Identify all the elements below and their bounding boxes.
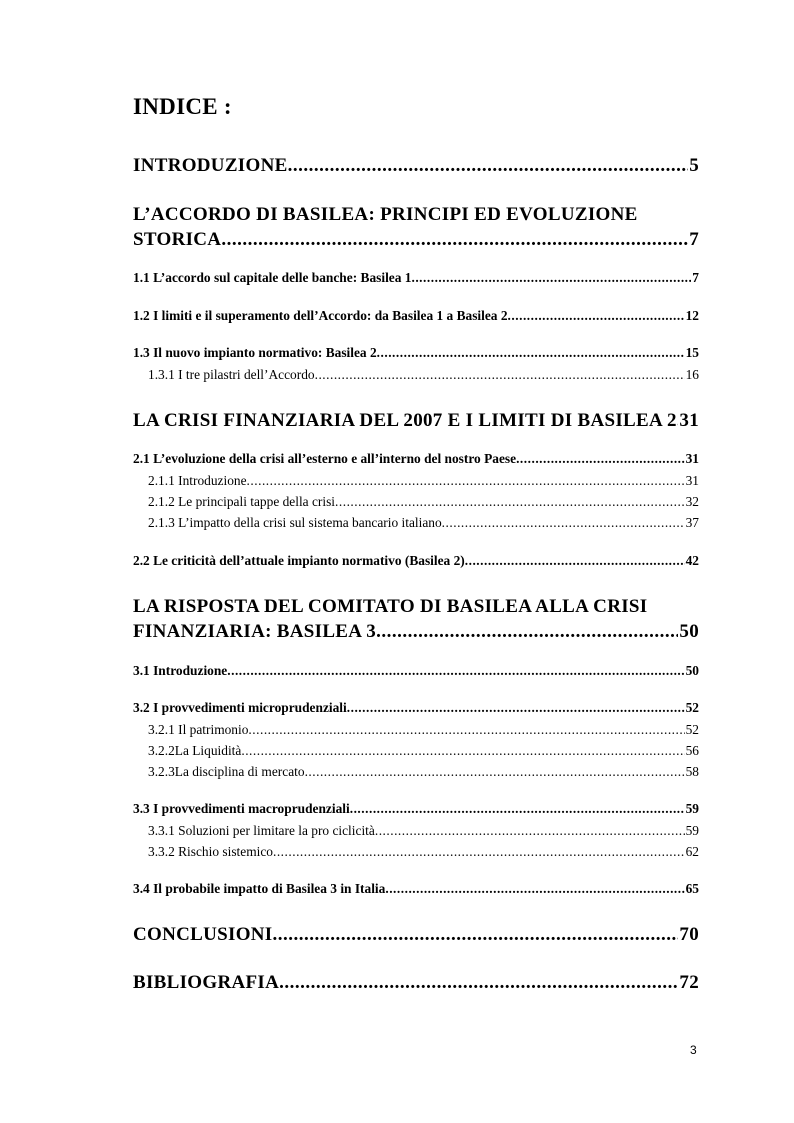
toc-entry-page: 56	[685, 743, 699, 758]
toc-entry-title: INTRODUZIONE	[133, 155, 288, 176]
toc-entry-3-2-1[interactable]	[133, 722, 699, 738]
toc-entry-page: 70	[679, 924, 699, 945]
toc-entry-2-1-3[interactable]	[133, 515, 699, 531]
dot-leader	[305, 764, 685, 780]
toc-entry-2-1-2[interactable]	[133, 494, 699, 510]
dot-leader	[273, 924, 679, 946]
toc-title: INDICE :	[133, 94, 232, 119]
dot-leader	[315, 367, 685, 383]
dot-leader	[288, 155, 689, 177]
toc-entry-3-3-1[interactable]	[133, 823, 699, 839]
dot-leader	[247, 473, 685, 489]
toc-entry-page: 31	[685, 451, 699, 466]
toc-entry-1-3-1[interactable]	[133, 367, 699, 383]
toc-entry-title: 1.3.1 I tre pilastri dell’Accordo	[148, 367, 315, 382]
toc-entry-title: 1.2 I limiti e il superamento dell’Accordo: da Basilea 1 a Basilea 2	[133, 308, 508, 323]
dot-leader	[350, 801, 685, 817]
toc-entry-title: 3.1 Introduzione	[133, 663, 228, 678]
toc-entry-title: BIBLIOGRAFIA	[133, 972, 280, 993]
toc-entry-title: 3.2 I provvedimenti microprudenziali	[133, 700, 347, 715]
dot-leader	[241, 743, 684, 759]
toc-entry-title: 2.1.3 L’impatto della crisi sul sistema bancario italiano	[148, 515, 442, 530]
toc-entry-title: LA RISPOSTA DEL COMITATO DI BASILEA ALLA CRISI	[133, 596, 648, 617]
toc-entry-2-1[interactable]	[133, 451, 699, 467]
toc-entry-chapter-3[interactable]	[133, 596, 699, 643]
toc-entry-page: 37	[685, 515, 699, 530]
dot-leader	[465, 553, 685, 569]
table-of-contents	[133, 0, 699, 1123]
toc-entry-title: 1.1 L’accordo sul capitale delle banche: Basilea 1	[133, 270, 412, 285]
toc-entry-3-4[interactable]	[133, 881, 699, 897]
toc-entry-1-3[interactable]	[133, 345, 699, 361]
toc-entry-conclusioni[interactable]	[133, 924, 699, 946]
toc-entry-page: 5	[689, 155, 699, 176]
toc-entry-title-cont: STORICA	[133, 229, 222, 250]
dot-leader	[227, 663, 684, 679]
toc-entry-title: 3.3.1 Soluzioni per limitare la pro ciclicità	[148, 823, 375, 838]
toc-entry-page: 16	[685, 367, 699, 382]
toc-entry-page: 59	[685, 801, 699, 816]
dot-leader	[508, 308, 685, 324]
toc-entry-title: 2.2 Le criticità dell’attuale impianto normativo (Basilea 2)	[133, 553, 465, 568]
toc-entry-title: 2.1.1 Introduzione	[148, 473, 247, 488]
toc-entry-3-2[interactable]	[133, 700, 699, 716]
dot-leader	[516, 451, 685, 467]
toc-entry-title: 3.3.2 Rischio sistemico	[148, 844, 273, 859]
toc-entry-title: 3.3 I provvedimenti macroprudenziali	[133, 801, 350, 816]
toc-entry-page: 50	[679, 621, 699, 642]
dot-leader	[221, 229, 688, 251]
toc-entry-page: 50	[685, 663, 699, 678]
dot-leader	[347, 700, 685, 716]
toc-entry-3-2-3[interactable]	[133, 764, 699, 780]
toc-entry-page: 62	[685, 844, 699, 859]
dot-leader	[375, 823, 685, 839]
toc-entry-3-3-2[interactable]	[133, 844, 699, 860]
toc-entry-page: 58	[685, 764, 699, 779]
toc-entry-title: CONCLUSIONI	[133, 924, 273, 945]
toc-entry-chapter-2[interactable]	[133, 410, 699, 432]
dot-leader	[411, 270, 691, 286]
toc-entry-page: 31	[679, 410, 699, 431]
toc-entry-page: 31	[685, 473, 699, 488]
toc-entry-title: LA CRISI FINANZIARIA DEL 2007 E I LIMITI DI BASILEA 2	[133, 410, 677, 431]
toc-entry-page: 42	[685, 553, 699, 568]
dot-leader	[279, 972, 678, 994]
toc-entry-page: 72	[679, 972, 699, 993]
dot-leader	[273, 844, 685, 860]
toc-entry-title: 3.2.2La Liquidità	[148, 743, 242, 758]
toc-entry-page: 15	[685, 345, 699, 360]
toc-entry-page: 7	[689, 229, 699, 250]
toc-entry-title: 1.3 Il nuovo impianto normativo: Basilea 2	[133, 345, 377, 360]
toc-entry-page: 59	[685, 823, 699, 838]
toc-entry-3-2-2[interactable]	[133, 743, 699, 759]
dot-leader	[335, 494, 685, 510]
toc-entry-2-1-1[interactable]	[133, 473, 699, 489]
toc-entry-bibliografia[interactable]	[133, 972, 699, 994]
toc-entry-title: 3.2.3La disciplina di mercato	[148, 764, 305, 779]
toc-entry-page: 65	[685, 881, 699, 896]
toc-entry-page: 32	[685, 494, 699, 509]
toc-entry-page: 12	[685, 308, 699, 323]
toc-entry-page: 52	[685, 700, 699, 715]
toc-entry-title: 2.1 L’evoluzione della crisi all’esterno e all’interno del nostro Paese	[133, 451, 517, 466]
toc-entry-title: 3.4 Il probabile impatto di Basilea 3 in Italia	[133, 881, 386, 896]
toc-entry-page: 52	[685, 722, 699, 737]
toc-entry-title: L’ACCORDO DI BASILEA: PRINCIPI ED EVOLUZIONE	[133, 204, 638, 225]
toc-entry-introduzione[interactable]	[133, 155, 699, 177]
dot-leader	[376, 621, 678, 643]
dot-leader	[385, 881, 684, 897]
toc-entry-page: 7	[692, 270, 699, 285]
toc-entry-title: 2.1.2 Le principali tappe della crisi	[148, 494, 336, 509]
dot-leader	[248, 722, 684, 738]
toc-entry-title-cont: FINANZIARIA: BASILEA 3	[133, 621, 377, 642]
toc-entry-chapter-1[interactable]	[133, 204, 699, 251]
toc-entry-2-2[interactable]	[133, 553, 699, 569]
toc-entry-3-1[interactable]	[133, 663, 699, 679]
toc-entry-1-2[interactable]	[133, 308, 699, 324]
dot-leader	[442, 515, 685, 531]
toc-entry-3-3[interactable]	[133, 801, 699, 817]
toc-entry-title: 3.2.1 Il patrimonio	[148, 722, 249, 737]
page-number: 3	[690, 1043, 697, 1057]
toc-entry-1-1[interactable]	[133, 270, 699, 286]
dot-leader	[377, 345, 685, 361]
